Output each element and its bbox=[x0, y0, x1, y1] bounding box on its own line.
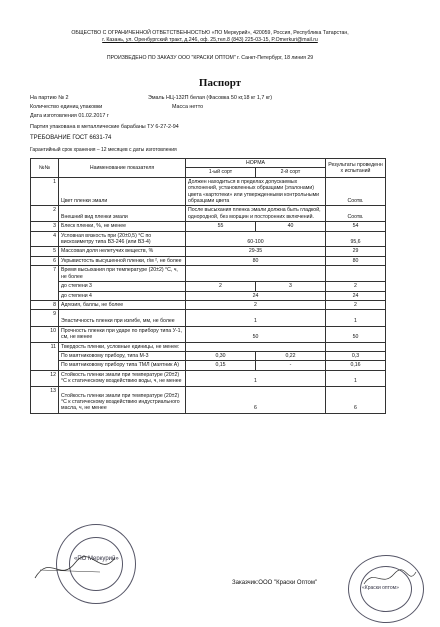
row-result: 80 bbox=[326, 256, 386, 265]
row-subname: По маятниковому прибору типа ТМЛ (маятник А) bbox=[59, 361, 186, 370]
row-result: 29 bbox=[326, 247, 386, 256]
row-result: 0,3 bbox=[326, 351, 386, 360]
row-result: 0,16 bbox=[326, 361, 386, 370]
row-norm: 29-35 bbox=[186, 247, 326, 256]
specification-table bbox=[30, 158, 386, 414]
header-grade2: 2-й сорт bbox=[256, 168, 326, 177]
table-row bbox=[31, 266, 386, 282]
row-name: Твердость пленки, условные единицы, не менее: bbox=[59, 342, 186, 351]
company-header-line2: г. Казань, ул. Оренбургский тракт, д.246, оф. 25,тел.8 (843) 225-03-15, P.Omerkuri@mail.ru bbox=[102, 37, 318, 43]
table-row bbox=[31, 291, 386, 300]
table-row bbox=[31, 256, 386, 265]
row-number: 2 bbox=[31, 206, 59, 222]
table-row bbox=[31, 310, 386, 326]
row-name: Прочность пленки при ударе по прибору типа У-1, см, не менее bbox=[59, 326, 186, 342]
table-row bbox=[31, 386, 386, 413]
signature-right bbox=[360, 566, 420, 592]
row-number: 6 bbox=[31, 256, 59, 265]
packaging-note: Партия упакована в металлические барабаны ТУ 6-27-2-94 bbox=[30, 124, 179, 130]
row-number: 1 bbox=[31, 177, 59, 206]
row-norm: После высыхания пленка эмали должна быть гладкой, однородной, без морщин и посторонних включений. bbox=[186, 206, 326, 222]
row-norm: 50 bbox=[186, 326, 326, 342]
package-count-label: Количество единиц упаковки bbox=[30, 104, 103, 110]
table-row bbox=[31, 370, 386, 386]
row-norm: 2 bbox=[186, 300, 326, 309]
row-subname: до степени 3 bbox=[59, 282, 186, 291]
row-grade1: 0,15 bbox=[186, 361, 256, 370]
row-number: 13 bbox=[31, 386, 59, 413]
row-name: Адгезия, баллы, не более bbox=[59, 300, 186, 309]
batch-number: На партию № 2 bbox=[30, 95, 69, 101]
row-grade2: 3 bbox=[256, 282, 326, 291]
net-mass-label: Масса нетто bbox=[172, 104, 204, 110]
header-name: Наименование показателя bbox=[59, 159, 186, 178]
header-number: №№ bbox=[31, 159, 59, 178]
row-name: Стойкость пленки эмали при температуре (20±2) °С к статическому воздействию воды, ч, не менее bbox=[59, 370, 186, 386]
stamp-right-text: «Краски оптом» bbox=[362, 585, 399, 591]
row-subname: По маятниковому прибору, типа М-3 bbox=[59, 351, 186, 360]
row-name: Внешний вид пленки эмали bbox=[59, 206, 186, 222]
row-name: Эластичность пленки при изгибе, мм, не более bbox=[59, 310, 186, 326]
row-name: Время высыхания при температуре (20±2) °С, ч, не более bbox=[59, 266, 186, 282]
row-result: Соотв. bbox=[326, 177, 386, 206]
row-number: 9 bbox=[31, 310, 59, 326]
row-name: Условная вязкость при (20±0,5) °С по вискозиметру типа ВЗ-246 (или ВЗ-4) bbox=[59, 231, 186, 247]
header-results: Результаты проведенн х испытаний bbox=[326, 159, 386, 178]
table-row bbox=[31, 342, 386, 351]
row-norm: 80 bbox=[186, 256, 326, 265]
company-header-line1: ОБЩЕСТВО С ОГРАНИЧЕННОЙ ОТВЕТСТВЕННОСТЬЮ «ПО Меркурий», 420059, Россия, Республика Татарстан, bbox=[71, 30, 349, 36]
produced-for-line: ПРОИЗВЕДЕНО ПО ЗАКАЗУ ООО "КРАСКИ ОПТОМ" г. Санкт-Петербург, 18 линия 29 bbox=[106, 55, 314, 61]
table-row bbox=[31, 326, 386, 342]
manufacture-date: Дата изготовления 01.02.2017 г bbox=[30, 113, 109, 119]
row-result: 54 bbox=[326, 222, 386, 231]
header-grade1: 1-ый сорт bbox=[186, 168, 256, 177]
row-grade2: 0,22 bbox=[256, 351, 326, 360]
table-row bbox=[31, 206, 386, 222]
signature-left bbox=[30, 548, 120, 588]
row-norm: 1 bbox=[186, 370, 326, 386]
table-row bbox=[31, 247, 386, 256]
row-result: 95,6 bbox=[326, 231, 386, 247]
row-number: 11 bbox=[31, 342, 59, 370]
row-norm: 6 bbox=[186, 386, 326, 413]
row-number: 12 bbox=[31, 370, 59, 386]
header-norm: НОРМА bbox=[186, 159, 326, 168]
row-grade2: 40 bbox=[256, 222, 326, 231]
product-name: Эмаль НЦ-132П белая (Фасовка 50 кг,18 кг 1,7 кг) bbox=[148, 95, 272, 101]
row-norm: Должен находиться в пределах допускаемых отклонений, установленных образцами (эталонами) цвета «картотеки» или утвержденными контрольными образцами цвета bbox=[186, 177, 326, 206]
stamp-left-text: «ПО Меркурий» bbox=[74, 556, 119, 562]
row-number: 10 bbox=[31, 326, 59, 342]
row-result: 6 bbox=[326, 386, 386, 413]
row-number: 8 bbox=[31, 300, 59, 309]
row-name: Цвет пленки эмали bbox=[59, 177, 186, 206]
row-grade1: 55 bbox=[186, 222, 256, 231]
row-result: 1 bbox=[326, 370, 386, 386]
row-number: 7 bbox=[31, 266, 59, 301]
row-norm: 1 bbox=[186, 310, 326, 326]
table-row bbox=[31, 300, 386, 309]
row-result: Соотв. bbox=[326, 206, 386, 222]
row-result: 2 bbox=[326, 300, 386, 309]
table-row bbox=[31, 282, 386, 291]
table-row bbox=[31, 361, 386, 370]
row-norm: 24 bbox=[186, 291, 326, 300]
row-name: Блеск пленки, %, не менее bbox=[59, 222, 186, 231]
row-subname: до степени 4 bbox=[59, 291, 186, 300]
row-result: 2 bbox=[326, 282, 386, 291]
table-row bbox=[31, 231, 386, 247]
row-number: 4 bbox=[31, 231, 59, 247]
warranty-note: Гарантийный срок хранения – 12 месяцев с даты изготовления bbox=[30, 147, 177, 153]
row-result: 24 bbox=[326, 291, 386, 300]
row-number: 5 bbox=[31, 247, 59, 256]
row-norm: 60-100 bbox=[186, 231, 326, 247]
row-result: 50 bbox=[326, 326, 386, 342]
row-grade1: 2 bbox=[186, 282, 256, 291]
gost-requirement: ТРЕБОВАНИЕ ГОСТ 6631-74 bbox=[30, 135, 112, 141]
customer-label: Заказчик:ООО "Краски Оптом" bbox=[232, 580, 318, 586]
table-header-row bbox=[31, 159, 386, 168]
table-row bbox=[31, 177, 386, 206]
table-row bbox=[31, 222, 386, 231]
document-title: Паспорт bbox=[198, 77, 242, 89]
row-grade1: 0,30 bbox=[186, 351, 256, 360]
table-row bbox=[31, 351, 386, 360]
row-number: 3 bbox=[31, 222, 59, 231]
row-name: Укрывистость высушенной пленки, г/м ², не более bbox=[59, 256, 186, 265]
row-name: Стойкость пленки эмали при температуре (20±2) °С к статическому воздействию индустриального масла, ч, не менее bbox=[59, 386, 186, 413]
row-result: 1 bbox=[326, 310, 386, 326]
row-name: Массовая доля нелетучих веществ, % bbox=[59, 247, 186, 256]
row-grade2: - bbox=[256, 361, 326, 370]
